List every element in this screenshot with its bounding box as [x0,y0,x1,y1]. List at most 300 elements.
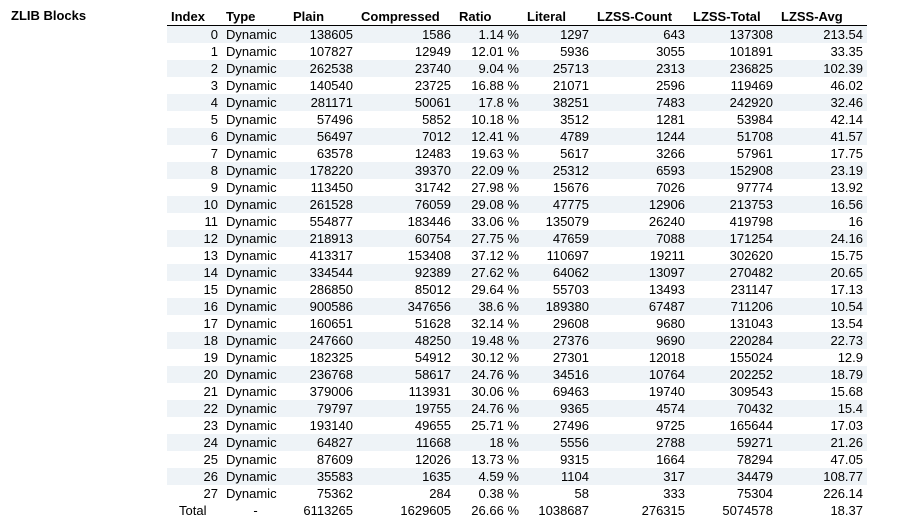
cell-lzss-avg: 23.19 [777,162,867,179]
cell-ratio: 22.09 % [455,162,523,179]
cell-type: Dynamic [222,315,289,332]
cell-ratio: 27.98 % [455,179,523,196]
cell-plain: 900586 [289,298,357,315]
cell-compressed: 85012 [357,281,455,298]
cell-lzss-avg: 226.14 [777,485,867,502]
cell-lzss-total: 34479 [689,468,777,485]
cell-index: 6 [167,128,222,145]
cell-compressed: 12949 [357,43,455,60]
cell-literal: 25312 [523,162,593,179]
cell-lzss-count: 12906 [593,196,689,213]
cell-lzss-avg: 12.9 [777,349,867,366]
cell-compressed: 5852 [357,111,455,128]
cell-type: Dynamic [222,60,289,77]
cell-plain: 182325 [289,349,357,366]
cell-type: Dynamic [222,468,289,485]
cell-lzss-avg: 47.05 [777,451,867,468]
cell-lzss-avg: 16 [777,213,867,230]
total-label: Total [167,502,222,519]
cell-lzss-total: 270482 [689,264,777,281]
table-row[interactable] [167,196,867,213]
cell-compressed: 50061 [357,94,455,111]
cell-compressed: 60754 [357,230,455,247]
table-row[interactable] [167,94,867,111]
cell-type: Dynamic [222,179,289,196]
cell-literal: 1297 [523,26,593,44]
cell-lzss-total: 152908 [689,162,777,179]
cell-type: Dynamic [222,332,289,349]
cell-lzss-count: 67487 [593,298,689,315]
cell-compressed: 49655 [357,417,455,434]
cell-lzss-count: 26240 [593,213,689,230]
cell-ratio: 17.8 % [455,94,523,111]
cell-index: 14 [167,264,222,281]
cell-lzss-count: 6593 [593,162,689,179]
cell-literal: 5617 [523,145,593,162]
column-header-lzss-total[interactable]: LZSS-Total [689,8,777,26]
cell-ratio: 12.01 % [455,43,523,60]
cell-literal: 189380 [523,298,593,315]
cell-index: 8 [167,162,222,179]
cell-lzss-avg: 102.39 [777,60,867,77]
cell-literal: 21071 [523,77,593,94]
table-row[interactable] [167,230,867,247]
cell-index: 3 [167,77,222,94]
total-row [167,502,867,519]
cell-ratio: 30.12 % [455,349,523,366]
cell-type: Dynamic [222,43,289,60]
cell-index: 21 [167,383,222,400]
cell-compressed: 153408 [357,247,455,264]
cell-lzss-count: 13097 [593,264,689,281]
cell-lzss-count: 1281 [593,111,689,128]
cell-lzss-count: 19740 [593,383,689,400]
cell-lzss-avg: 13.54 [777,315,867,332]
table-row[interactable] [167,366,867,383]
total-lzss-avg: 18.37 [777,502,867,519]
table-row[interactable] [167,417,867,434]
cell-ratio: 27.62 % [455,264,523,281]
cell-lzss-count: 2788 [593,434,689,451]
cell-literal: 55703 [523,281,593,298]
cell-compressed: 7012 [357,128,455,145]
table-row[interactable] [167,128,867,145]
cell-lzss-count: 3266 [593,145,689,162]
cell-plain: 247660 [289,332,357,349]
column-header-lzss-count[interactable]: LZSS-Count [593,8,689,26]
cell-plain: 35583 [289,468,357,485]
cell-ratio: 30.06 % [455,383,523,400]
cell-literal: 29608 [523,315,593,332]
cell-lzss-total: 165644 [689,417,777,434]
cell-literal: 34516 [523,366,593,383]
cell-plain: 75362 [289,485,357,502]
cell-type: Dynamic [222,128,289,145]
cell-lzss-avg: 41.57 [777,128,867,145]
cell-lzss-avg: 17.75 [777,145,867,162]
cell-lzss-avg: 22.73 [777,332,867,349]
cell-ratio: 9.04 % [455,60,523,77]
cell-ratio: 24.76 % [455,400,523,417]
total-lzss-count: 276315 [593,502,689,519]
cell-index: 7 [167,145,222,162]
cell-type: Dynamic [222,298,289,315]
total-compressed: 1629605 [357,502,455,519]
table-row[interactable] [167,264,867,281]
cell-literal: 15676 [523,179,593,196]
cell-compressed: 31742 [357,179,455,196]
cell-lzss-total: 155024 [689,349,777,366]
cell-compressed: 12483 [357,145,455,162]
cell-index: 15 [167,281,222,298]
cell-lzss-avg: 13.92 [777,179,867,196]
cell-lzss-count: 7088 [593,230,689,247]
table-row[interactable] [167,281,867,298]
cell-plain: 140540 [289,77,357,94]
cell-index: 13 [167,247,222,264]
table-row[interactable] [167,162,867,179]
table-row[interactable] [167,451,867,468]
cell-lzss-total: 75304 [689,485,777,502]
cell-literal: 25713 [523,60,593,77]
cell-literal: 58 [523,485,593,502]
cell-index: 16 [167,298,222,315]
table-row[interactable] [167,213,867,230]
cell-index: 1 [167,43,222,60]
cell-literal: 110697 [523,247,593,264]
table-row[interactable] [167,179,867,196]
cell-index: 20 [167,366,222,383]
cell-lzss-count: 13493 [593,281,689,298]
cell-plain: 281171 [289,94,357,111]
cell-plain: 138605 [289,26,357,44]
cell-type: Dynamic [222,111,289,128]
cell-plain: 178220 [289,162,357,179]
table-row[interactable] [167,315,867,332]
cell-lzss-total: 59271 [689,434,777,451]
cell-lzss-count: 4574 [593,400,689,417]
cell-literal: 27376 [523,332,593,349]
cell-plain: 286850 [289,281,357,298]
cell-ratio: 19.63 % [455,145,523,162]
cell-ratio: 38.6 % [455,298,523,315]
cell-index: 9 [167,179,222,196]
cell-plain: 56497 [289,128,357,145]
cell-ratio: 19.48 % [455,332,523,349]
cell-ratio: 1.14 % [455,26,523,44]
cell-plain: 63578 [289,145,357,162]
cell-plain: 379006 [289,383,357,400]
table-row[interactable] [167,60,867,77]
total-lzss-total: 5074578 [689,502,777,519]
column-header-plain[interactable]: Plain [289,8,357,26]
cell-lzss-avg: 17.13 [777,281,867,298]
column-header-type[interactable]: Type [222,8,289,26]
cell-lzss-count: 10764 [593,366,689,383]
cell-lzss-avg: 213.54 [777,26,867,44]
cell-type: Dynamic [222,264,289,281]
cell-ratio: 16.88 % [455,77,523,94]
table-body [167,26,867,520]
cell-index: 26 [167,468,222,485]
cell-type: Dynamic [222,94,289,111]
table-row[interactable] [167,332,867,349]
cell-compressed: 51628 [357,315,455,332]
cell-lzss-total: 711206 [689,298,777,315]
cell-type: Dynamic [222,451,289,468]
cell-literal: 1104 [523,468,593,485]
cell-lzss-avg: 42.14 [777,111,867,128]
cell-lzss-avg: 16.56 [777,196,867,213]
cell-type: Dynamic [222,162,289,179]
table-row[interactable] [167,349,867,366]
table-row[interactable] [167,145,867,162]
cell-lzss-avg: 15.4 [777,400,867,417]
cell-compressed: 1635 [357,468,455,485]
cell-compressed: 39370 [357,162,455,179]
cell-type: Dynamic [222,26,289,44]
cell-literal: 27301 [523,349,593,366]
cell-plain: 64827 [289,434,357,451]
cell-compressed: 347656 [357,298,455,315]
cell-lzss-avg: 20.65 [777,264,867,281]
cell-lzss-total: 171254 [689,230,777,247]
cell-lzss-total: 419798 [689,213,777,230]
cell-ratio: 18 % [455,434,523,451]
cell-plain: 107827 [289,43,357,60]
cell-type: Dynamic [222,485,289,502]
table-row[interactable] [167,400,867,417]
cell-compressed: 48250 [357,332,455,349]
cell-lzss-count: 643 [593,26,689,44]
cell-index: 5 [167,111,222,128]
cell-lzss-count: 7026 [593,179,689,196]
cell-index: 0 [167,26,222,44]
cell-lzss-total: 309543 [689,383,777,400]
table-row[interactable] [167,468,867,485]
cell-lzss-avg: 24.16 [777,230,867,247]
cell-literal: 3512 [523,111,593,128]
cell-lzss-total: 231147 [689,281,777,298]
cell-plain: 160651 [289,315,357,332]
cell-type: Dynamic [222,349,289,366]
column-header-index[interactable]: Index [167,8,222,26]
cell-plain: 79797 [289,400,357,417]
table-header-row [167,8,867,26]
cell-plain: 334544 [289,264,357,281]
cell-plain: 413317 [289,247,357,264]
cell-plain: 57496 [289,111,357,128]
cell-lzss-count: 2596 [593,77,689,94]
total-plain: 6113265 [289,502,357,519]
cell-literal: 47775 [523,196,593,213]
cell-lzss-total: 101891 [689,43,777,60]
cell-lzss-avg: 108.77 [777,468,867,485]
cell-compressed: 284 [357,485,455,502]
cell-compressed: 183446 [357,213,455,230]
cell-lzss-count: 9725 [593,417,689,434]
cell-compressed: 54912 [357,349,455,366]
cell-compressed: 1586 [357,26,455,44]
cell-literal: 4789 [523,128,593,145]
cell-type: Dynamic [222,77,289,94]
cell-literal: 5556 [523,434,593,451]
table-row[interactable] [167,485,867,502]
cell-index: 10 [167,196,222,213]
cell-lzss-total: 302620 [689,247,777,264]
cell-compressed: 12026 [357,451,455,468]
cell-literal: 47659 [523,230,593,247]
cell-ratio: 27.75 % [455,230,523,247]
cell-ratio: 4.59 % [455,468,523,485]
cell-lzss-count: 1664 [593,451,689,468]
cell-compressed: 23740 [357,60,455,77]
cell-ratio: 0.38 % [455,485,523,502]
cell-lzss-count: 9690 [593,332,689,349]
cell-plain: 261528 [289,196,357,213]
cell-index: 27 [167,485,222,502]
total-literal: 1038687 [523,502,593,519]
cell-lzss-avg: 33.35 [777,43,867,60]
cell-lzss-avg: 15.75 [777,247,867,264]
cell-compressed: 58617 [357,366,455,383]
cell-plain: 218913 [289,230,357,247]
cell-type: Dynamic [222,366,289,383]
cell-ratio: 12.41 % [455,128,523,145]
table-row[interactable] [167,26,867,44]
cell-index: 17 [167,315,222,332]
cell-lzss-avg: 15.68 [777,383,867,400]
cell-lzss-total: 78294 [689,451,777,468]
cell-lzss-count: 2313 [593,60,689,77]
table-row[interactable] [167,111,867,128]
cell-compressed: 19755 [357,400,455,417]
cell-type: Dynamic [222,400,289,417]
cell-lzss-avg: 17.03 [777,417,867,434]
cell-index: 12 [167,230,222,247]
cell-lzss-total: 51708 [689,128,777,145]
cell-index: 19 [167,349,222,366]
cell-lzss-total: 137308 [689,26,777,44]
cell-ratio: 13.73 % [455,451,523,468]
cell-lzss-total: 97774 [689,179,777,196]
cell-type: Dynamic [222,145,289,162]
table-row[interactable] [167,298,867,315]
cell-lzss-count: 333 [593,485,689,502]
cell-type: Dynamic [222,213,289,230]
cell-lzss-total: 213753 [689,196,777,213]
cell-index: 25 [167,451,222,468]
cell-literal: 27496 [523,417,593,434]
cell-literal: 5936 [523,43,593,60]
cell-literal: 38251 [523,94,593,111]
sheet-title: ZLIB Blocks [11,8,87,23]
cell-type: Dynamic [222,281,289,298]
cell-type: Dynamic [222,434,289,451]
cell-literal: 69463 [523,383,593,400]
column-header-lzss-avg[interactable]: LZSS-Avg [777,8,867,26]
table-row[interactable] [167,434,867,451]
cell-lzss-total: 119469 [689,77,777,94]
table-row[interactable] [167,77,867,94]
cell-ratio: 32.14 % [455,315,523,332]
cell-lzss-total: 202252 [689,366,777,383]
cell-lzss-total: 220284 [689,332,777,349]
cell-type: Dynamic [222,230,289,247]
cell-plain: 87609 [289,451,357,468]
cell-index: 18 [167,332,222,349]
cell-plain: 236768 [289,366,357,383]
cell-index: 4 [167,94,222,111]
column-header-ratio[interactable]: Ratio [455,8,523,26]
table-row[interactable] [167,43,867,60]
cell-compressed: 76059 [357,196,455,213]
cell-type: Dynamic [222,247,289,264]
cell-plain: 113450 [289,179,357,196]
cell-literal: 135079 [523,213,593,230]
cell-plain: 554877 [289,213,357,230]
cell-ratio: 29.08 % [455,196,523,213]
cell-lzss-total: 53984 [689,111,777,128]
cell-ratio: 25.71 % [455,417,523,434]
zlib-blocks-table [167,8,867,519]
cell-lzss-total: 242920 [689,94,777,111]
cell-index: 22 [167,400,222,417]
cell-index: 24 [167,434,222,451]
cell-literal: 9315 [523,451,593,468]
cell-type: Dynamic [222,383,289,400]
column-header-literal[interactable]: Literal [523,8,593,26]
cell-compressed: 23725 [357,77,455,94]
cell-index: 2 [167,60,222,77]
cell-lzss-count: 19211 [593,247,689,264]
cell-literal: 9365 [523,400,593,417]
cell-lzss-avg: 10.54 [777,298,867,315]
total-ratio: 26.66 % [455,502,523,519]
cell-ratio: 10.18 % [455,111,523,128]
cell-compressed: 92389 [357,264,455,281]
cell-lzss-count: 317 [593,468,689,485]
table-row[interactable] [167,383,867,400]
cell-compressed: 113931 [357,383,455,400]
cell-lzss-total: 236825 [689,60,777,77]
cell-lzss-total: 70432 [689,400,777,417]
cell-lzss-avg: 46.02 [777,77,867,94]
cell-literal: 64062 [523,264,593,281]
cell-lzss-total: 131043 [689,315,777,332]
cell-lzss-count: 12018 [593,349,689,366]
cell-plain: 193140 [289,417,357,434]
cell-lzss-count: 3055 [593,43,689,60]
cell-lzss-count: 1244 [593,128,689,145]
cell-ratio: 37.12 % [455,247,523,264]
cell-type: Dynamic [222,196,289,213]
cell-ratio: 33.06 % [455,213,523,230]
cell-index: 11 [167,213,222,230]
cell-lzss-count: 9680 [593,315,689,332]
cell-lzss-avg: 18.79 [777,366,867,383]
cell-compressed: 11668 [357,434,455,451]
table-row[interactable] [167,247,867,264]
cell-plain: 262538 [289,60,357,77]
cell-lzss-total: 57961 [689,145,777,162]
cell-lzss-avg: 32.46 [777,94,867,111]
total-type: - [222,502,289,519]
cell-ratio: 24.76 % [455,366,523,383]
cell-index: 23 [167,417,222,434]
column-header-compressed[interactable]: Compressed [357,8,455,26]
cell-lzss-avg: 21.26 [777,434,867,451]
